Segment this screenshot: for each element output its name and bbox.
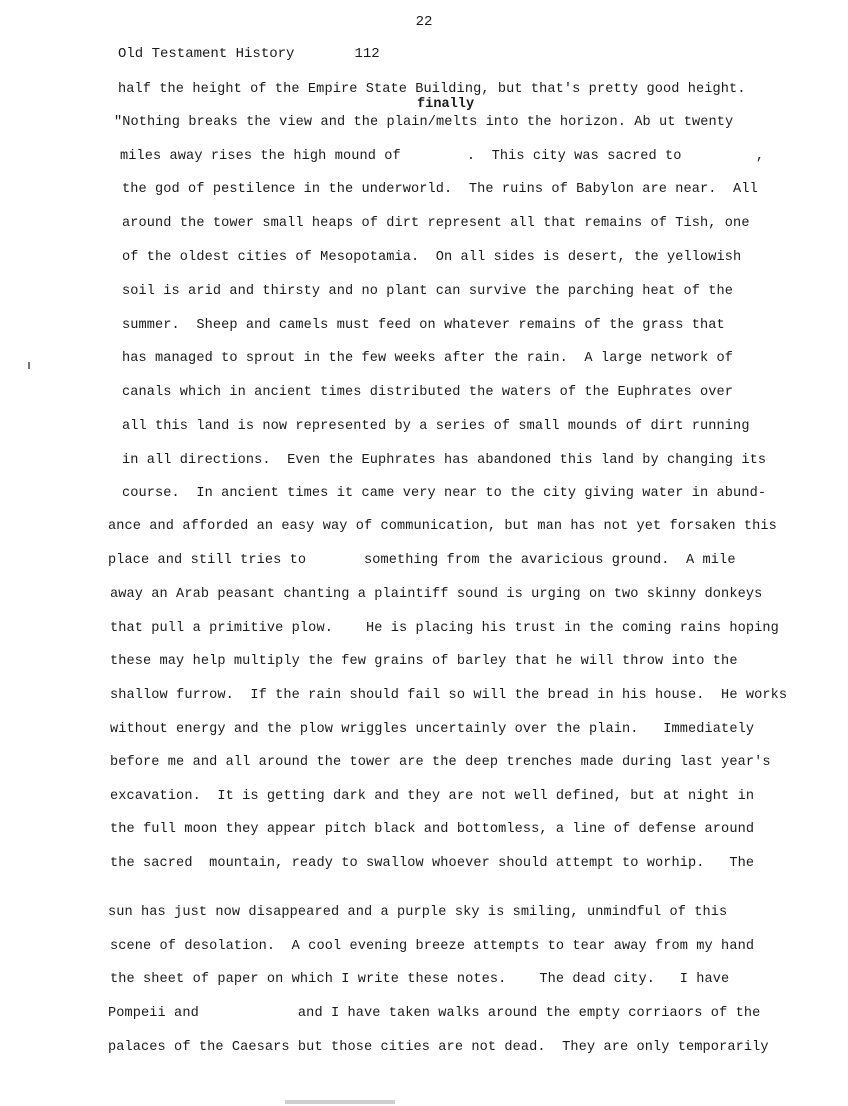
text-line: has managed to sprout in the few weeks after the rain. A large network of [122,351,734,366]
text-line: ance and afforded an easy way of communication, but man has not yet forsaken this [108,519,777,534]
text-line: without energy and the plow wriggles uncertainly over the plain. Immediately [110,722,755,737]
text-line: scene of desolation. A cool evening breeze attempts to tear away from my hand [110,939,755,954]
text-line: place and still tries to something from the avaricious ground. A mile [108,553,736,568]
text-line: miles away rises the high mound of . This city was sacred to , [120,149,765,164]
interlinear-insertion: finally [417,97,475,112]
running-header [118,46,380,62]
text-line: before me and all around the tower are the deep trenches made during last year's [110,755,771,770]
page-number: 22 [415,14,433,30]
text-line: the full moon they appear pitch black and bottomless, a line of defense around [110,822,755,837]
text-line: palaces of the Caesars but those cities are not dead. They are only temporarily [108,1040,769,1055]
text-line: "Nothing breaks the view and the plain/melts into the horizon. Ab ut twenty [114,115,734,130]
text-line: away an Arab peasant chanting a plaintiff sound is urging on two skinny donkeys [110,587,763,602]
margin-mark [28,362,30,369]
text-line: that pull a primitive plow. He is placing his trust in the coming rains hoping [110,621,779,636]
header-reference: 112 [354,46,380,62]
text-line: in all directions. Even the Euphrates has abandoned this land by changing its [122,453,767,468]
text-line: canals which in ancient times distributed the waters of the Euphrates over [122,385,734,400]
text-line: soil is arid and thirsty and no plant can survive the parching heat of the [122,284,734,299]
text-line: around the tower small heaps of dirt represent all that remains of Tish, one [122,216,750,231]
text-line: shallow furrow. If the rain should fail so will the bread in his house. He works [110,688,788,703]
text-line: the god of pestilence in the underworld. The ruins of Babylon are near. All [122,182,758,197]
text-line: course. In ancient times it came very near to the city giving water in abund- [122,486,767,501]
text-line: excavation. It is getting dark and they are not well defined, but at night in [110,789,755,804]
text-line: the sacred mountain, ready to swallow whoever should attempt to worhip. The [110,856,755,871]
text-line: sun has just now disappeared and a purple sky is smiling, unmindful of this [108,905,728,920]
text-line: these may help multiply the few grains of barley that he will throw into the [110,654,738,669]
text-line: all this land is now represented by a series of small mounds of dirt running [122,419,750,434]
text-line: the sheet of paper on which I write these notes. The dead city. I have [110,972,730,987]
text-line: half the height of the Empire State Building, but that's pretty good height. [118,82,746,97]
text-line: Pompeii and and I have taken walks around the empty corriaors of the [108,1006,761,1021]
text-line: of the oldest cities of Mesopotamia. On all sides is desert, the yellowish [122,250,742,265]
header-title: Old Testament History [118,46,295,62]
text-line: summer. Sheep and camels must feed on whatever remains of the grass that [122,318,725,333]
scan-smudge [285,1100,395,1104]
